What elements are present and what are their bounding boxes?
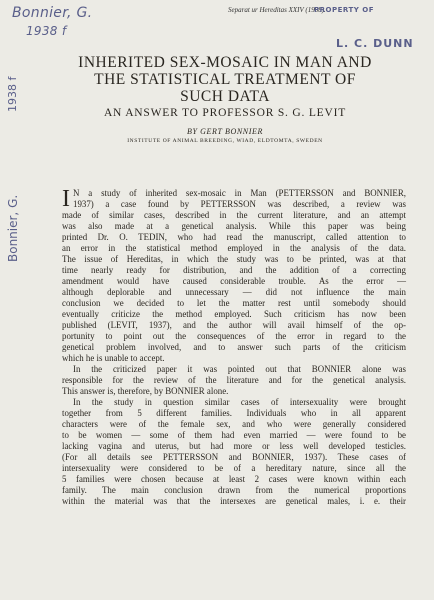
body-line: made of similar cases, described in the current literature, and an attempt — [62, 210, 406, 220]
handwritten-year-note: 1938 f — [26, 24, 67, 38]
body-line: 1937) a case found by PETTERSSON was described, a review was — [73, 199, 406, 209]
body-line: was also made at a genetical analysis. While this paper was being — [62, 221, 406, 231]
body-line: In the study in question similar cases of intersexuality were brought — [73, 397, 406, 407]
author-institution: INSTITUTE OF ANIMAL BREEDING, WIAD, ELDTOMTA, SWEDEN — [127, 138, 323, 144]
body-line: amendment would have caused considerable trouble. As the error — — [62, 276, 406, 286]
title-line: INHERITED SEX-MOSAIC IN MAN AND — [78, 54, 372, 71]
title-line: THE STATISTICAL TREATMENT OF — [94, 71, 356, 88]
body-line: responsible for the review of the literature and for the genetical analysis. — [62, 375, 406, 385]
body-line: conclusion we decided to let the matter rest until somebody should — [62, 298, 406, 308]
body-line: N a study of inherited sex-mosaic in Man (PETTERSSON and BONNIER, — [73, 188, 406, 198]
handwritten-author-note: Bonnier, G. — [12, 5, 93, 21]
body-line: intersexuality were considered to be of a hereditary nature, since all the — [62, 463, 406, 473]
body-line: which he is unable to accept. — [62, 353, 165, 363]
offprint-source: Separat ur Hereditas XXIV (1938). — [228, 6, 326, 14]
body-line: (For all details see PETTERSSON and BONNIER, 1937). These cases of — [62, 452, 406, 462]
ownership-stamp-line2: L. C. DUNN — [336, 37, 414, 50]
body-line: published (LEVIT, 1937), and the author will avail himself of the op- — [62, 320, 406, 330]
body-line: characters were of the female sex, and who were generally considered — [62, 419, 406, 429]
body-line: printed Dr. O. TEDIN, who had read the manuscript, called attention to — [62, 232, 406, 242]
vertical-year-note: 1938 f — [6, 76, 19, 112]
body-line: family. The main conclusion drawn from the numerical proportions — [62, 485, 406, 495]
article-body — [62, 188, 406, 507]
drop-cap: I — [62, 186, 70, 212]
article-subtitle: AN ANSWER TO PROFESSOR S. G. LEVIT — [103, 107, 347, 119]
title-line: SUCH DATA — [180, 88, 270, 105]
body-line: an error in the statistical method employed in the analysis of the data. — [62, 243, 406, 253]
body-line: together from 5 different families. Individuals who in all apparent — [62, 408, 406, 418]
author-byline: BY GERT BONNIER — [187, 127, 263, 136]
ownership-stamp-line1: PROPERTY OF — [314, 6, 374, 14]
vertical-author-note: Bonnier, G. — [6, 194, 20, 262]
body-line: genetical problem involved, and to answer such parts of the criticism — [62, 342, 406, 352]
body-line: within the material was that the intersexes are genetical males, i. e. their — [62, 496, 406, 506]
body-line: eventually criticize the method employed. Such criticism has now been — [62, 309, 406, 319]
body-line: This answer is, therefore, by BONNIER alone. — [62, 386, 229, 396]
body-line: portunity to point out the consequences of the error in regard to the — [62, 331, 406, 341]
body-line: although deplorable and unnecessary — did not influence the main — [62, 287, 406, 297]
body-line: The issue of Hereditas, in which the study was to be printed, was at that — [62, 254, 406, 264]
article-title — [50, 54, 400, 105]
body-line: time nearly ready for distribution, and the addition of a correcting — [62, 265, 406, 275]
body-line: In the criticized paper it was pointed out that BONNIER alone was — [73, 364, 406, 374]
body-line: lacking vagina and uterus, but had more or less well developed testicles. — [62, 441, 406, 451]
body-line: to be women — some of them had even married — were found to be — [62, 430, 406, 440]
body-line: 5 families were chosen because at least 2 cases were known within each — [62, 474, 406, 484]
